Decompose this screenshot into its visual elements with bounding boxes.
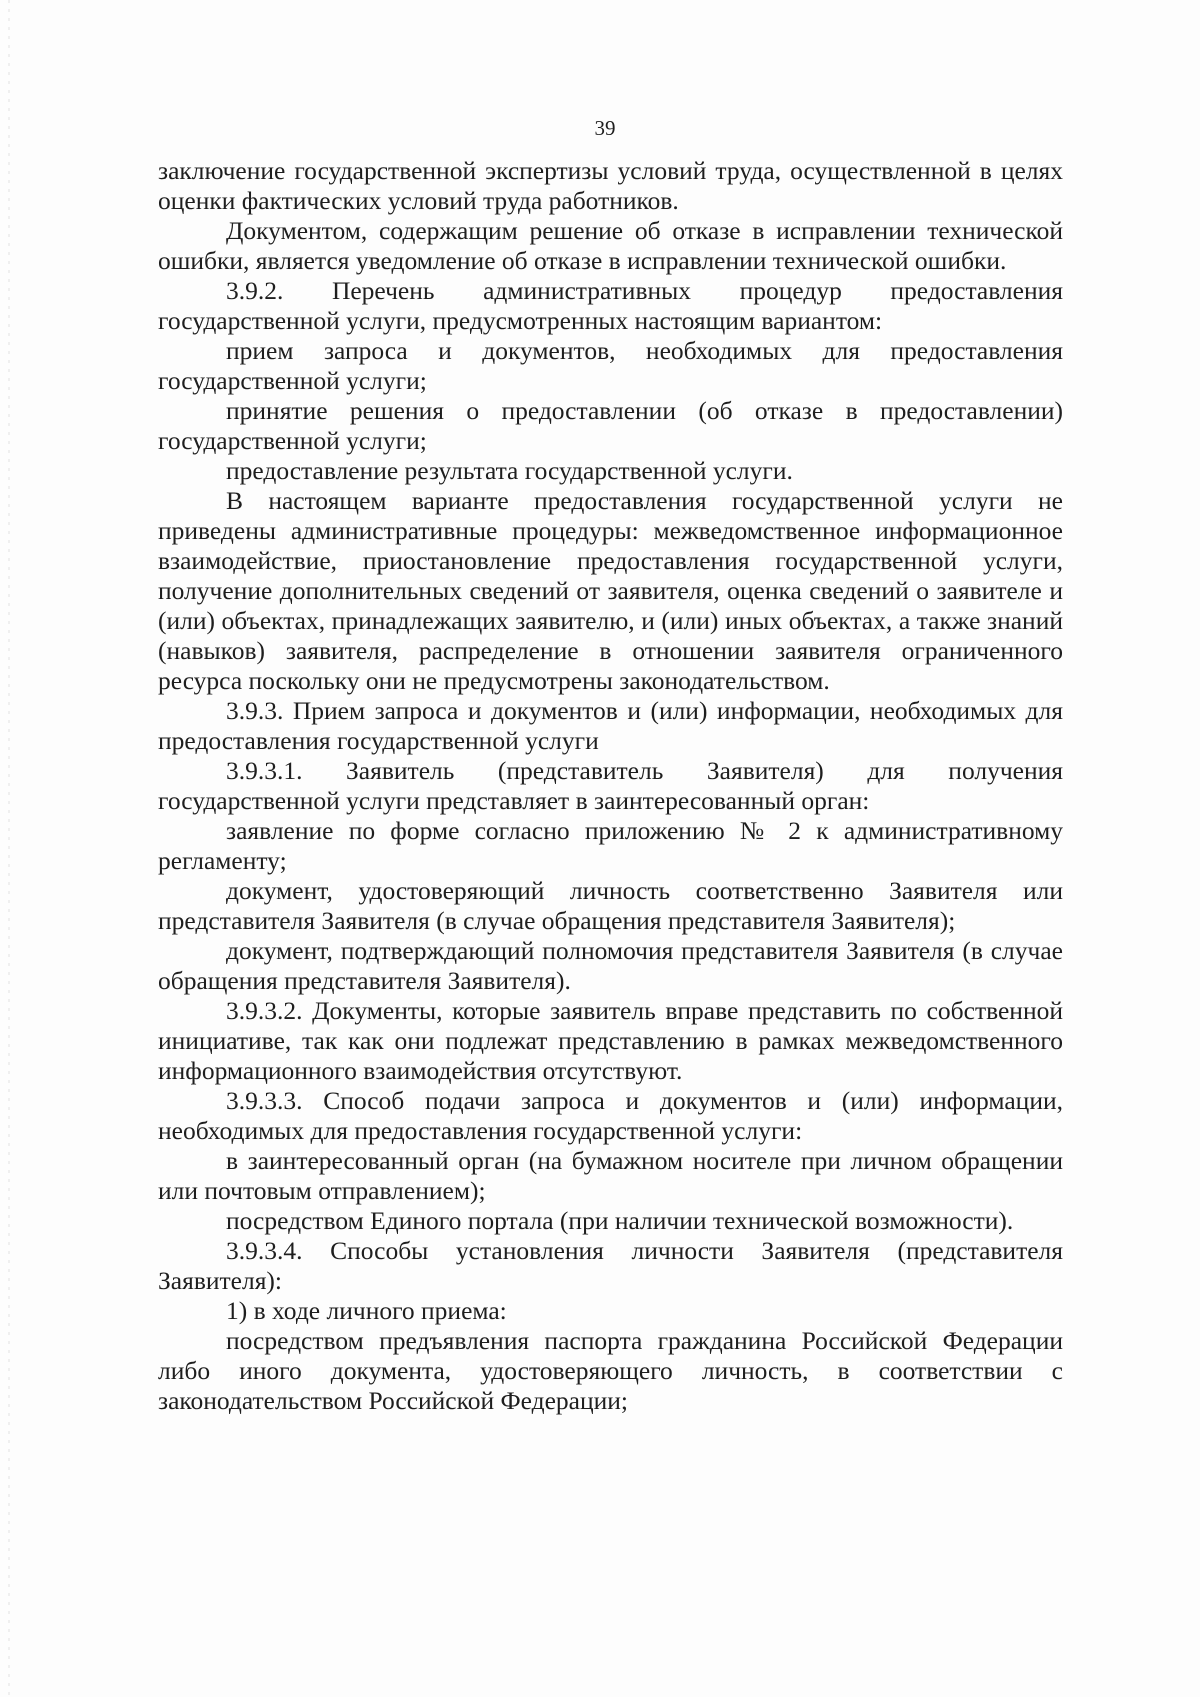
list-item-result: предоставление результата государственной услуги.	[226, 456, 793, 485]
paragraph-3-9-3-1: 3.9.3.1. Заявитель (представитель Заявителя) для получения государственной услуги представляет в заинтересованный орган:	[158, 756, 1063, 815]
paragraph-continuation: заключение государственной экспертизы условий труда, осуществленной в целях оценки фактических условий труда работников.	[158, 156, 1063, 215]
paragraph-3-9-3-4: 3.9.3.4. Способы установления личности Заявителя (представителя Заявителя):	[158, 1236, 1063, 1295]
paragraph-3-9-3-2: 3.9.3.2. Документы, которые заявитель вправе представить по собственной инициативе, так как они подлежат представлению в рамках межведомственного информационного взаимодействия отсутствуют.	[158, 996, 1063, 1085]
scan-edge-artifact	[8, 0, 10, 1697]
document-body	[158, 156, 1063, 1416]
paragraph-not-listed-procedures: В настоящем варианте предоставления государственной услуги не приведены административные процедуры: межведомственное информационное взаимодействие, приостановление предоставления государственной услуги, получение дополнительных сведений от заявителя, оценка сведений о заявителе и (или) объектах, принадлежащих заявителю, и (или) иных объектах, а также знаний (навыков) заявителя, распределение в отношении заявителя ограниченного ресурса поскольку они не предусмотрены законодательством.	[158, 486, 1063, 695]
list-item-authority-document: документ, подтверждающий полномочия представителя Заявителя (в случае обращения представителя Заявителя).	[158, 936, 1063, 995]
list-item-personal-reception: 1) в ходе личного приема:	[226, 1296, 507, 1325]
paragraph-3-9-2: 3.9.2. Перечень административных процедур предоставления государственной услуги, предусмотренных настоящим вариантом:	[158, 276, 1063, 335]
list-item-portal-submission: посредством Единого портала (при наличии технической возможности).	[226, 1206, 1014, 1235]
list-item-paper-submission: в заинтересованный орган (на бумажном носителе при личном обращении или почтовым отправлением);	[158, 1146, 1063, 1205]
list-item-request-reception: прием запроса и документов, необходимых для предоставления государственной услуги;	[158, 336, 1063, 395]
list-item-decision: принятие решения о предоставлении (об отказе в предоставлении) государственной услуги;	[158, 396, 1063, 455]
paragraph-passport-presentation: посредством предъявления паспорта гражданина Российской Федерации либо иного документа, удостоверяющего личность, в соответствии с законодательством Российской Федерации;	[158, 1326, 1063, 1415]
paragraph-3-9-3-3: 3.9.3.3. Способ подачи запроса и документов и (или) информации, необходимых для предоставления государственной услуги:	[158, 1086, 1063, 1145]
list-item-identity-document: документ, удостоверяющий личность соответственно Заявителя или представителя Заявителя (в случае обращения представителя Заявителя);	[158, 876, 1063, 935]
list-item-application: заявление по форме согласно приложению № 2 к административному регламенту;	[158, 816, 1063, 875]
paragraph-3-9-3: 3.9.3. Прием запроса и документов и (или) информации, необходимых для предоставления государственной услуги	[158, 696, 1063, 755]
page-number: 39	[594, 116, 616, 140]
paragraph-refusal-document: Документом, содержащим решение об отказе в исправлении технической ошибки, является уведомление об отказе в исправлении технической ошибки.	[158, 216, 1063, 275]
